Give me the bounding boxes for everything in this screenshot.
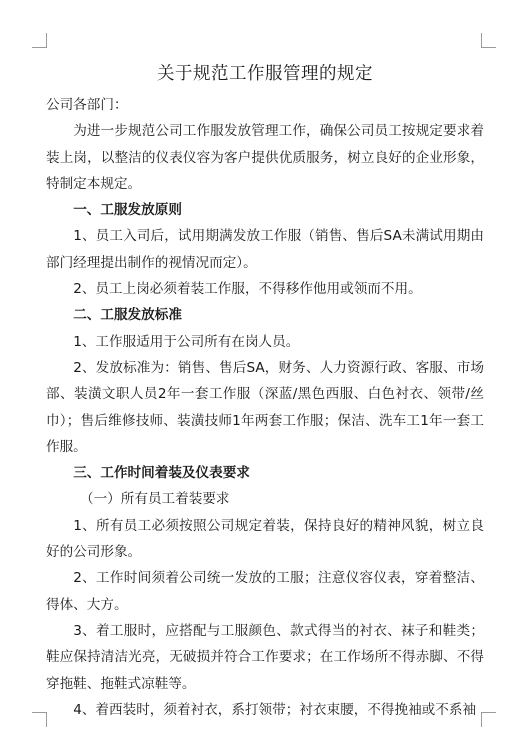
section-heading: 一、工服发放原则	[73, 202, 182, 219]
document-title: 关于规范工作服管理的规定	[157, 64, 373, 84]
paragraph: 4、着西装时，须着衬衣，系打领带；衬衣束腰，不得挽袖或不系袖	[73, 701, 477, 718]
paragraph: 1、员工入司后，试用期满发放工作服（销售、售后SA未满试用期由部门经理提出制作的视情况而定）。	[46, 228, 484, 271]
section-heading: 三、工作时间着装及仪表要求	[73, 465, 250, 482]
paragraph: 2、发放标准为：销售、售后SA，财务、人力资源行政、客服、市场部、装潢文职人员2年一套工作服（深蓝/黑色西服、白色衬衣、领带/丝巾）；售后维修技师、装潢技师1年两套工作服；保洁、洗车工1年一套工作服。	[46, 359, 484, 455]
salutation: 公司各部门：	[46, 97, 128, 113]
section-heading: 二、工服发放标准	[73, 307, 182, 324]
paragraph: 为进一步规范公司工作服发放管理工作，确保公司员工按规定要求着装上岗，以整洁的仪表仪容为客户提供优质服务，树立良好的企业形象，特制定本规定。	[46, 123, 484, 192]
paragraph: 3、着工服时，应搭配与工服颜色、款式得当的衬衣、袜子和鞋类；鞋应保持清洁光亮，无破损并符合工作要求；在工作场所不得赤脚、不得穿拖鞋、拖鞋式凉鞋等。	[46, 622, 484, 692]
paragraph-list	[46, 118, 484, 723]
paragraph: 1、工作服适用于公司所有在岗人员。	[73, 333, 300, 350]
crop-mark-bottom-left	[32, 712, 47, 727]
paragraph: 2、员工上岗必须着装工作服，不得移作他用或领而不用。	[73, 281, 422, 298]
crop-mark-top-right	[481, 33, 496, 48]
subsection-heading: （一）所有员工着装要求	[80, 491, 230, 508]
paragraph: 1、所有员工必须按照公司规定着装，保持良好的精神风貌，树立良好的公司形象。	[46, 517, 484, 561]
paragraph: 2、工作时间须着公司统一发放的工服；注意仪容仪表，穿着整洁、得体、大方。	[46, 570, 484, 613]
crop-mark-top-left	[32, 33, 47, 48]
document-body	[46, 60, 484, 723]
